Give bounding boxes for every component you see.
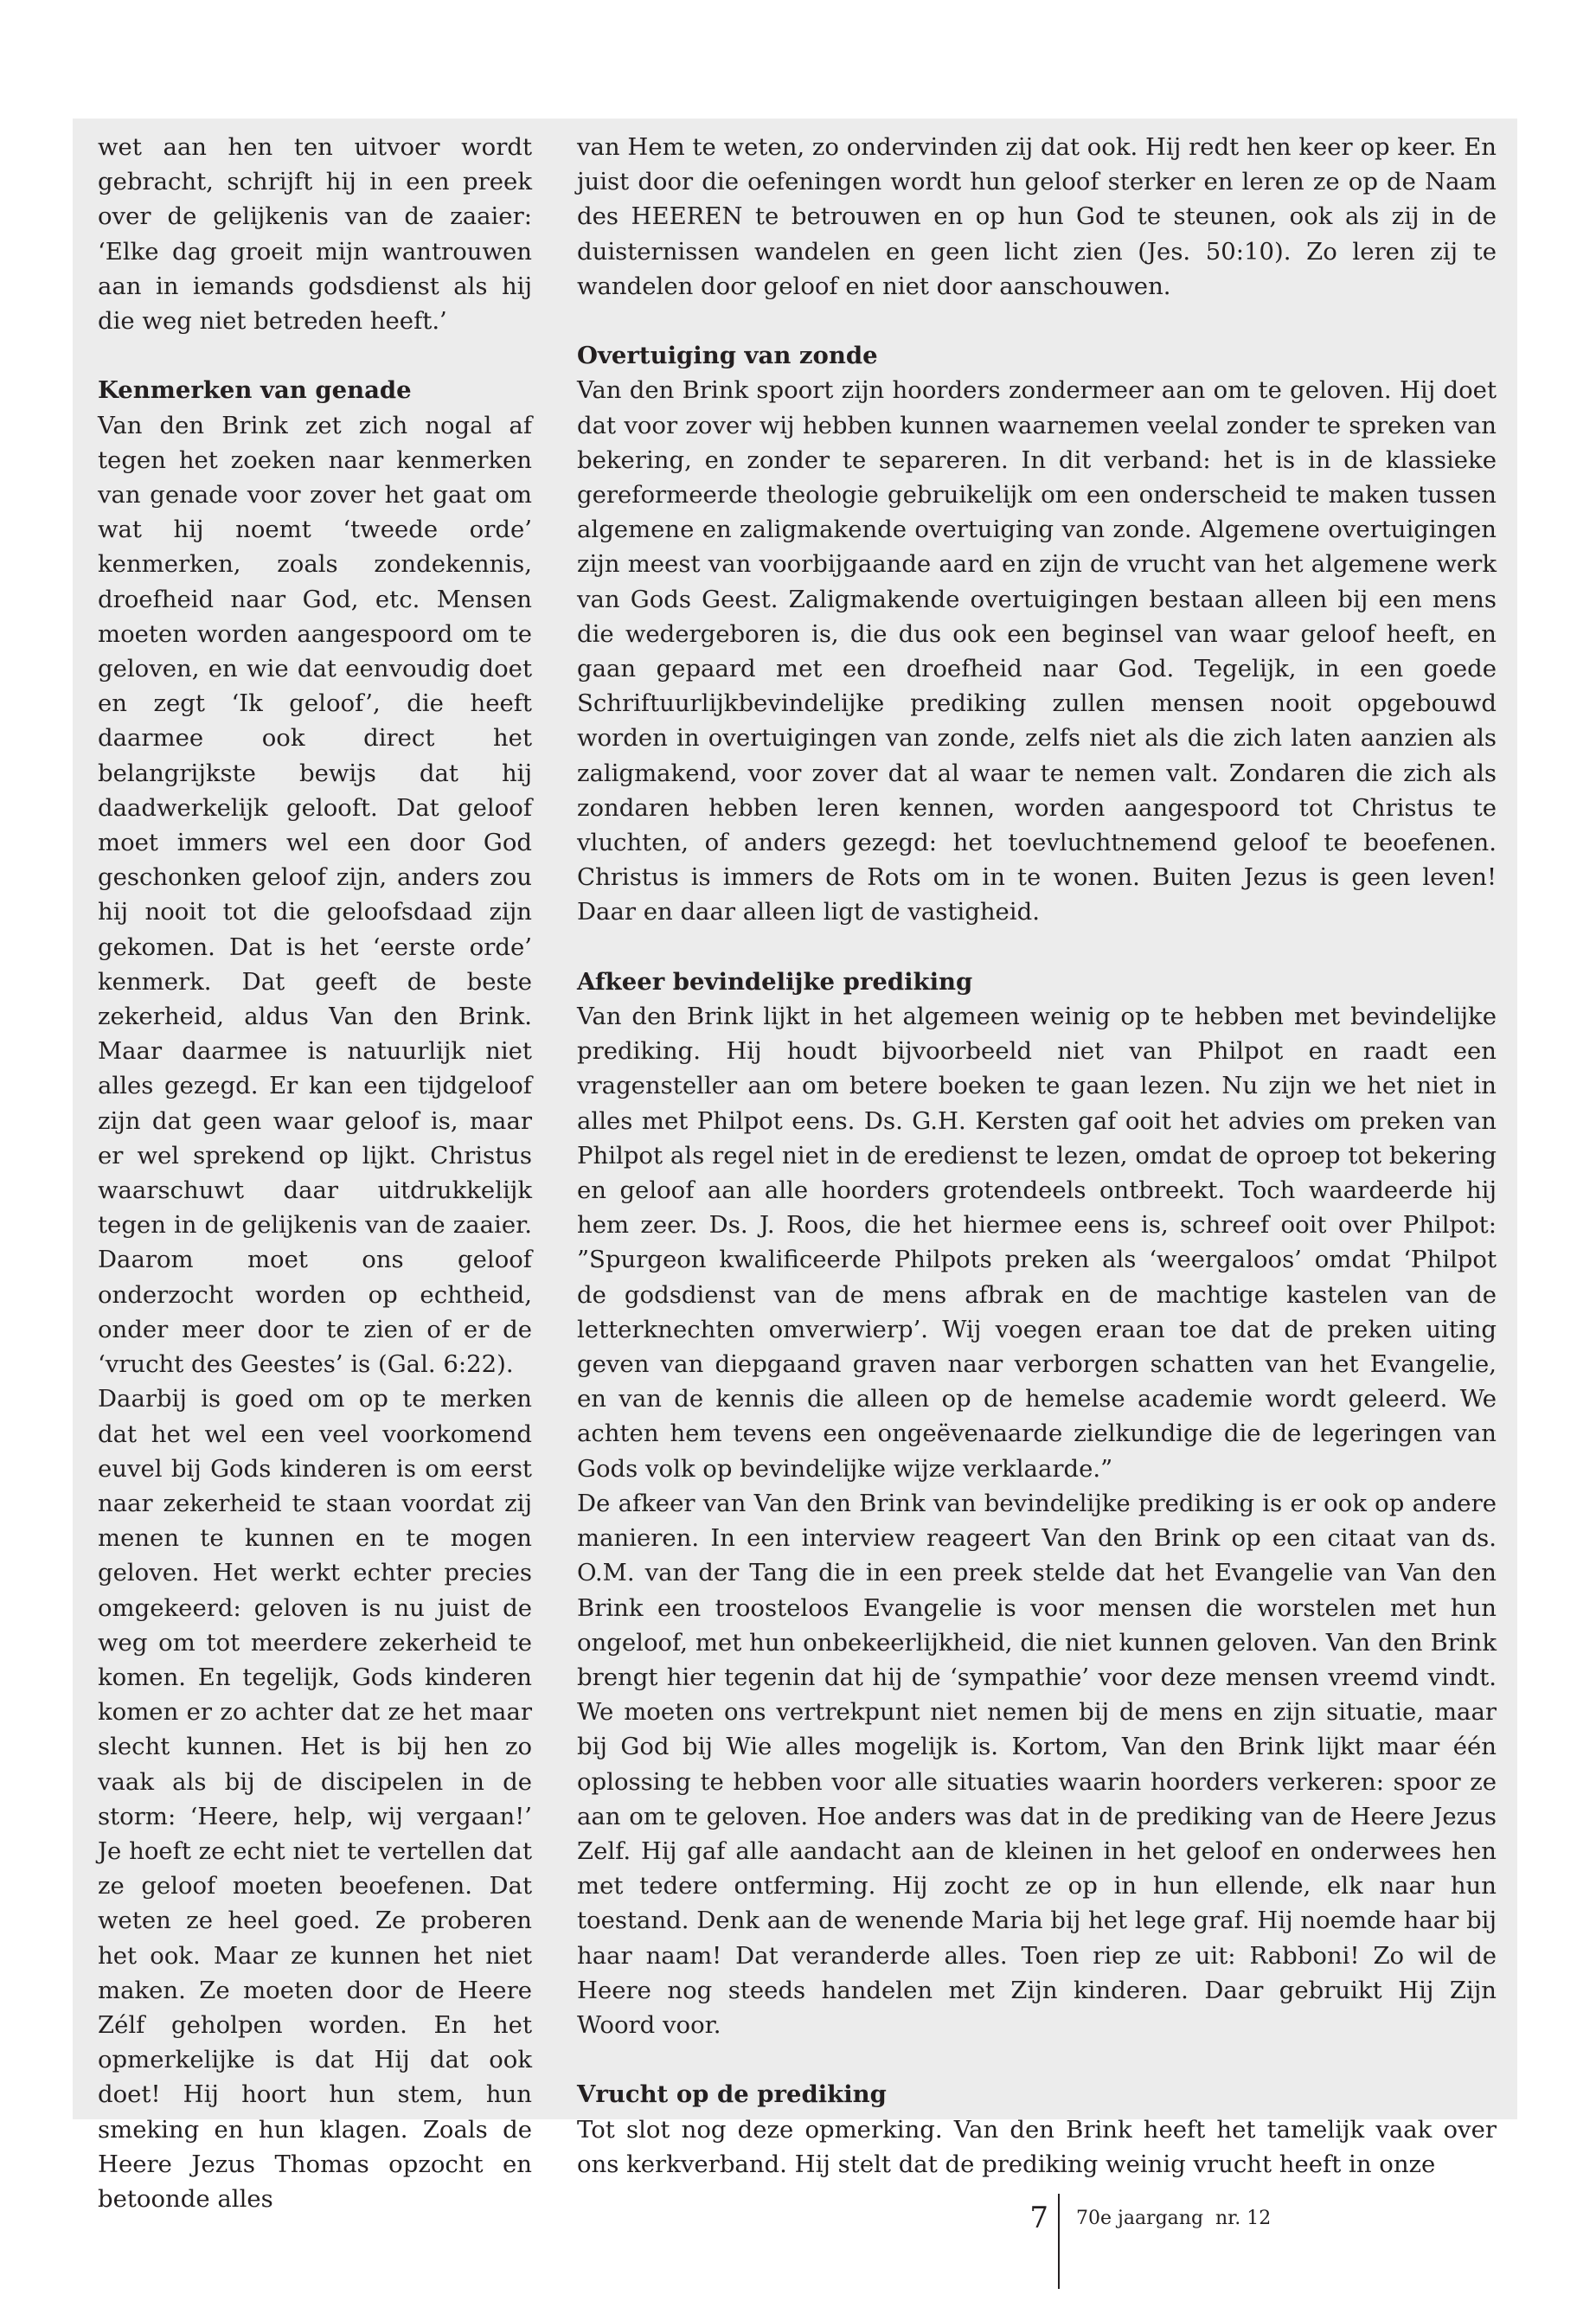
kenmerken-paragraph-1: Van den Brink zet zich nogal af tegen het zoeken naar kenmerken van genade voor zover het gaat om wat hij noemt ‘tweede orde’ kenmerken, zoals zondekennis, droefheid naar God, etc. Mensen moeten worden aangespoord om te geloven, en wie dat eenvoudig doet en zegt ‘Ik geloof’, die heeft daarmee ook direct het belangrijkste bewijs dat hij daadwerkelijk gelooft. Dat geloof moet immers wel een door God geschonken geloof zijn, anders zou hij nooit tot die geloofsdaad zijn gekomen. Dat is het ‘eerste orde’ kenmerk. Dat geeft de beste zekerheid, aldus Van den Brink. Maar daarmee is natuurlijk niet alles gezegd. Er kan een tijdgeloof zijn dat geen waar geloof is, maar er wel sprekend op lijkt. Christus waarschuwt daar uitdrukkelijk tegen in de gelijkenis van de zaaier. Daarom moet ons geloof onderzocht worden op echtheid, onder meer door te zien of er de ‘vrucht des Geestes’ is (Gal. 6:22). <box>98 411 532 1379</box>
right-column <box>577 130 1497 2182</box>
page-footer <box>0 2194 1596 2289</box>
section-heading-vrucht: Vrucht op de prediking <box>577 2080 887 2109</box>
left-column <box>98 130 532 2216</box>
vrucht-paragraph: Tot slot nog deze opmerking. Van den Brink heeft het tamelijk vaak over ons kerkverband. Hij stelt dat de prediking weinig vrucht heeft in onze <box>577 2115 1497 2178</box>
afkeer-paragraph-1: Van den Brink lijkt in het algemeen weinig op te hebben met bevindelijke prediking. Hij houdt bijvoorbeeld niet van Philpot en raadt een vragensteller aan om betere boeken te gaan lezen. Nu zijn we het niet in alles met Philpot eens. Ds. G.H. Kersten gaf ooit het advies om preken van Philpot als regel niet in de eredienst te lezen, omdat de oproep tot bekering en geloof aan alle hoorders grotendeels ontbreekt. Toch waardeerde hij hem zeer. Ds. J. Roos, die het hiermee eens is, schreef ooit over Philpot: ”Spurgeon kwalificeerde Philpots preken als ‘weergaloos’ omdat ‘Philpot de godsdienst van de mens afbrak en de machtige kastelen van de letterknechten omverwierp’. Wij voegen eraan toe dat de preken uiting geven van diepgaand graven naar verborgen schatten van het Evangelie, en van de kennis die alleen op de hemelse academie wordt geleerd. We achten hem tevens een ongeëvenaarde zielkundige die de legeringen van Gods volk op bevindelijke wijze verklaarde.” <box>577 1003 1497 1483</box>
left-intro-paragraph: wet aan hen ten uitvoer wordt gebracht, schrijft hij in een preek over de gelijkenis van de zaaier: ‘Elke dag groeit mijn wantrouwen aan in iemands godsdienst als hij die weg niet betreden heeft.’ <box>98 133 532 336</box>
overtuiging-paragraph: Van den Brink spoort zijn hoorders zondermeer aan om te geloven. Hij doet dat voor zover wij hebben kunnen waarnemen veelal zonder te spreken van bekering, en zonder te separeren. In dit verband: het is in de klassieke gereformeerde theologie gebruikelijk om een onderscheid te maken tussen algemene en zaligmakende overtuiging van zonde. Algemene overtuigingen zijn meest van voorbijgaande aard en zijn de vrucht van het algemene werk van Gods Geest. Zaligmakende overtuigingen bestaan alleen bij een mens die wedergeboren is, die dus ook een beginsel van waar geloof heeft, en gaan gepaard met een droefheid naar God. Tegelijk, in een goede Schriftuurlijkbevindelijke prediking zullen mensen nooit opgebouwd worden in overtuigingen van zonde, zelfs niet als die zich laten aanzien als zaligmakend, voor zover dat al waar te nemen valt. Zondaren die zich als zondaren hebben leren kennen, worden aangespoord tot Christus te vluchten, of anders gezegd: het toevluchtnemend geloof te beoefenen. Christus is immers de Rots om in te wonen. Buiten Jezus is geen leven! Daar en daar alleen ligt de vastigheid. <box>577 376 1497 926</box>
afkeer-paragraph-2: De afkeer van Van den Brink van bevindelijke prediking is er ook op andere manieren. In een interview reageert Van den Brink op een citaat van ds. O.M. van der Tang die in een preek stelde dat het Evangelie van Van den Brink een troosteloos Evangelie is voor mensen die worstelen met hun ongeloof, met hun onbekeerlijkheid, die niet kunnen geloven. Van den Brink brengt hier tegenin dat hij de ‘sympathie’ voor deze mensen vreemd vindt. We moeten ons vertrekpunt niet nemen bij de mens en zijn situatie, maar bij God bij Wie alles mogelijk is. Kortom, Van den Brink lijkt maar één oplossing te hebben voor alle situaties waarin hoorders verkeren: spoor ze aan om te geloven. Hoe anders was dat in de prediking van de Heere Jezus Zelf. Hij gaf alle aandacht aan de kleinen in het geloof en onderwees hen met tedere ontferming. Hij zocht ze op in hun ellende, elk naar hun toestand. Denk aan de wenende Maria bij het lege graf. Hij noemde haar bij haar naam! Dat veranderde alles. Toen riep ze uit: Rabboni! Zo wil de Heere nog steeds handelen met Zijn kinderen. Daar gebruikt Hij Zijn Woord voor. <box>577 1489 1497 2039</box>
kenmerken-paragraph-2: Daarbij is goed om op te merken dat het wel een veel voorkomend euvel bij Gods kinderen is om eerst naar zekerheid te staan voordat zij menen te kunnen en te mogen geloven. Het werkt echter precies omgekeerd: geloven is nu juist de weg om tot meerdere zekerheid te komen. En tegelijk, Gods kinderen komen er zo achter dat ze het maar slecht kunnen. Het is bij hen zo vaak als bij de discipelen in de storm: ‘Heere, help, wij vergaan!’ Je hoeft ze echt niet te vertellen dat ze geloof moeten beoefenen. Dat weten ze heel goed. Ze proberen het ook. Maar ze kunnen het niet maken. Ze moeten door de Heere Zélf geholpen worden. En het opmerkelijke is dat Hij dat ook doet! Hij hoort hun stem, hun smeking en hun klagen. Zoals de Heere Jezus Thomas opzocht en betoonde alles <box>98 1385 532 2213</box>
footer-divider <box>1058 2194 1060 2289</box>
section-heading-kenmerken: Kenmerken van genade <box>98 376 412 405</box>
section-heading-afkeer: Afkeer bevindelijke prediking <box>577 967 973 996</box>
volume-issue-label: 70e jaargang nr. 12 <box>1076 2208 1272 2229</box>
section-heading-overtuiging: Overtuiging van zonde <box>577 342 878 370</box>
page-number: 7 <box>1029 2201 1048 2235</box>
right-intro-paragraph: van Hem te weten, zo ondervinden zij dat ook. Hij redt hen keer op keer. En juist door die oefeningen wordt hun geloof sterker en leren ze op de Naam des HEEREN te betrouwen en op hun God te steunen, ook als zij in de duisternissen wandelen en geen licht zien (Jes. 50:10). Zo leren zij te wandelen door geloof en niet door aanschouwen. <box>577 133 1497 300</box>
